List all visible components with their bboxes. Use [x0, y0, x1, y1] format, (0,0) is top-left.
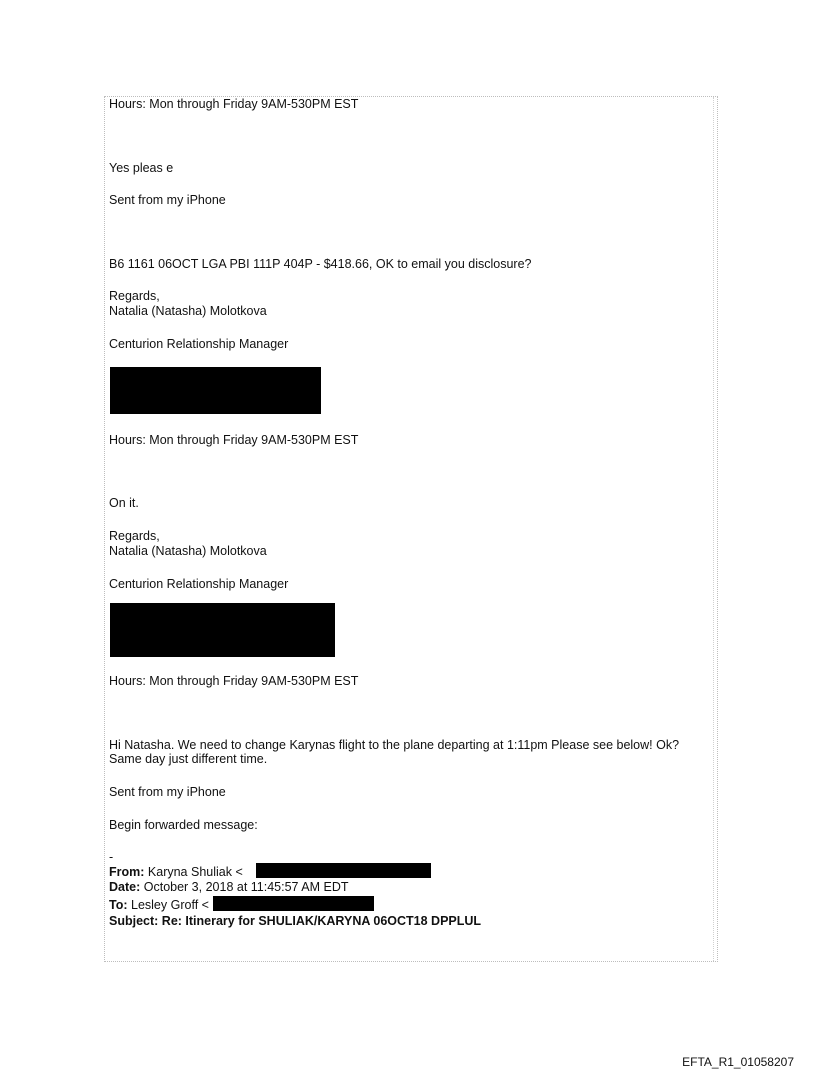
- to-line: [109, 898, 209, 912]
- regards-text: Regards,: [109, 529, 160, 543]
- date-label: Date:: [109, 880, 141, 894]
- signature-name: Natalia (Natasha) Molotkova: [109, 304, 267, 318]
- on-it-text: On it.: [109, 496, 139, 510]
- reply-text: Yes pleas e: [109, 161, 174, 175]
- redaction-block: [110, 367, 321, 414]
- signature-title: Centurion Relationship Manager: [109, 337, 289, 351]
- from-value: Karyna Shuliak <: [147, 865, 243, 879]
- from-label: From:: [109, 865, 145, 879]
- hours-text: Hours: Mon through Friday 9AM-530PM EST: [109, 97, 359, 111]
- date-value: October 3, 2018 at 11:45:57 AM EDT: [143, 880, 349, 894]
- document-id: EFTA_R1_01058207: [682, 1055, 794, 1069]
- sent-from-text: Sent from my iPhone: [109, 785, 226, 799]
- to-value: Lesley Groff <: [131, 898, 209, 912]
- signature-title: Centurion Relationship Manager: [109, 577, 289, 591]
- forwarded-label: Begin forwarded message:: [109, 818, 258, 832]
- hours-text: Hours: Mon through Friday 9AM-530PM EST: [109, 433, 359, 447]
- hours-text: Hours: Mon through Friday 9AM-530PM EST: [109, 674, 359, 688]
- subject-label: Subject:: [109, 914, 159, 928]
- subject-value: Re: Itinerary for SHULIAK/KARYNA 06OCT18 DPPLUL: [161, 914, 482, 928]
- to-label: To:: [109, 898, 128, 912]
- flight-line: B6 1161 06OCT LGA PBI 111P 404P - $418.66, OK to email you disclosure?: [109, 257, 532, 271]
- redaction-block: [256, 863, 431, 878]
- regards-text: Regards,: [109, 289, 160, 303]
- separator-dash: -: [109, 850, 114, 864]
- subject-line: [109, 914, 481, 928]
- email-frame: [104, 96, 718, 962]
- request-text: Hi Natasha. We need to change Karynas flight to the plane departing at 1:11pm Please see below! Ok? Same day just different time.: [109, 738, 680, 766]
- redaction-block: [213, 896, 374, 911]
- signature-name: Natalia (Natasha) Molotkova: [109, 544, 267, 558]
- redaction-block: [110, 603, 335, 657]
- date-line: [109, 880, 349, 894]
- sent-from-text: Sent from my iPhone: [109, 193, 226, 207]
